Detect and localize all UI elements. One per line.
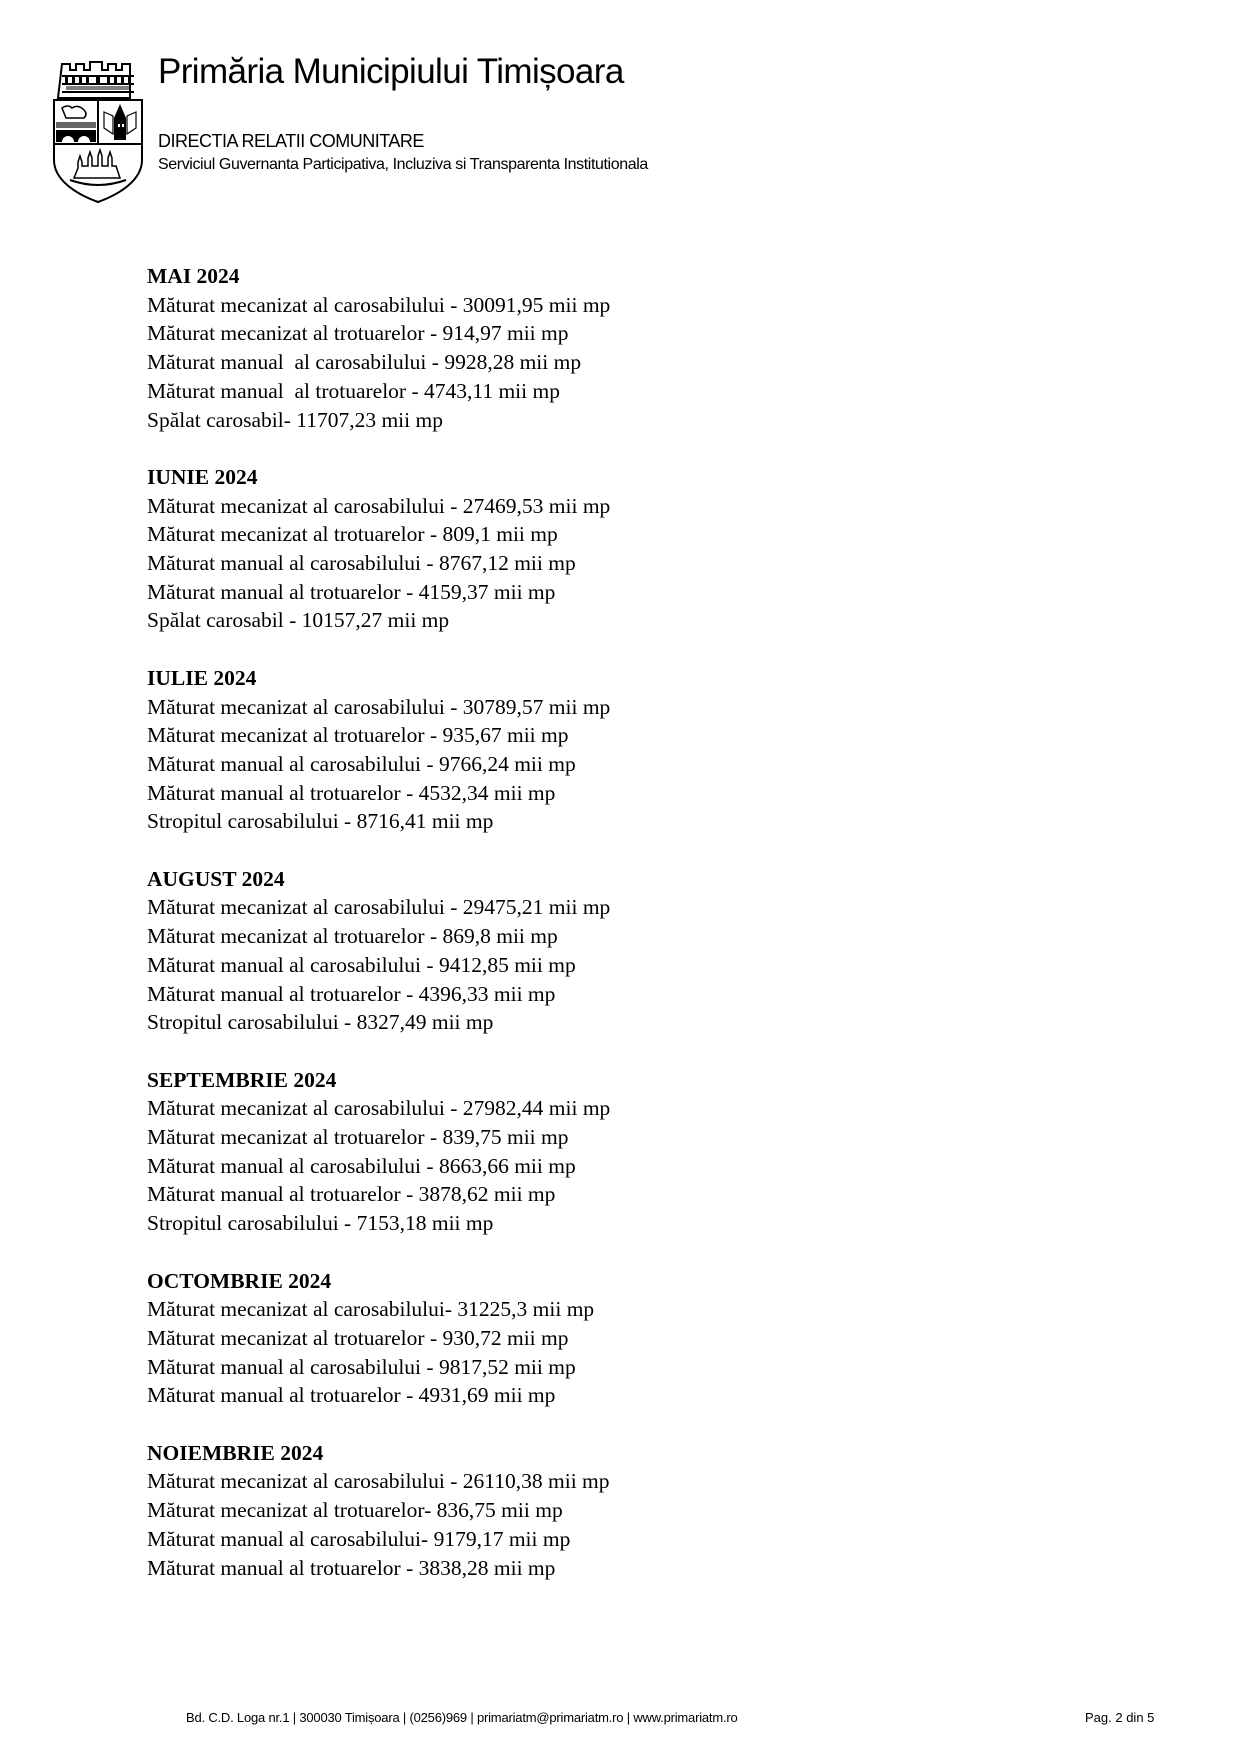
entry: Măturat manual al carosabilului - 9766,24 mii mp	[147, 751, 576, 776]
entry: Măturat manual al trotuarelor - 4159,37 mii mp	[147, 579, 556, 604]
entry: Spălat carosabil - 10157,27 mii mp	[147, 608, 450, 633]
month-section-iulie	[147, 664, 610, 836]
entry: Măturat mecanizat al trotuarelor - 930,72 mii mp	[147, 1325, 569, 1350]
section-title: IULIE 2024	[147, 665, 257, 690]
entry: Măturat manual al carosabilului - 9412,85 mii mp	[147, 952, 576, 977]
entry: Măturat mecanizat al trotuarelor - 869,8 mii mp	[147, 924, 558, 949]
month-section-octombrie	[147, 1267, 610, 1411]
entry: Spălat carosabil- 11707,23 mii mp	[147, 407, 443, 432]
entry: Măturat manual al carosabilului- 9179,17 mii mp	[147, 1526, 571, 1551]
entry: Măturat mecanizat al trotuarelor - 935,67 mii mp	[147, 723, 569, 748]
entry: Stropitul carosabilului - 8716,41 mii mp	[147, 809, 494, 834]
footer-address: Bd. C.D. Loga nr.1 | 300030 Timișoara | (0256)969 | primariatm@primariatm.ro | www.primariatm.ro	[186, 1710, 738, 1725]
entry: Măturat manual al trotuarelor - 3878,62 mii mp	[147, 1182, 556, 1207]
month-section-noiembrie	[147, 1439, 610, 1583]
month-section-mai	[147, 262, 610, 434]
section-title: IUNIE 2024	[147, 464, 258, 489]
entry: Măturat mecanizat al trotuarelor - 914,97 mii mp	[147, 321, 569, 346]
entry: Măturat manual al carosabilului - 9817,52 mii mp	[147, 1354, 576, 1379]
entry: Măturat manual al trotuarelor - 4396,33 mii mp	[147, 981, 556, 1006]
entry: Măturat manual al carosabilului - 8663,66 mii mp	[147, 1153, 576, 1178]
entry: Măturat mecanizat al carosabilului - 29475,21 mii mp	[147, 895, 611, 920]
entry: Măturat manual al trotuarelor - 4931,69 mii mp	[147, 1383, 556, 1408]
month-section-august	[147, 865, 610, 1037]
section-title: OCTOMBRIE 2024	[147, 1268, 332, 1293]
section-title: MAI 2024	[147, 264, 240, 288]
entry: Măturat mecanizat al carosabilului - 27982,44 mii mp	[147, 1096, 611, 1121]
section-title: AUGUST 2024	[147, 866, 285, 891]
entry: Măturat manual al carosabilului - 9928,28 mii mp	[147, 350, 582, 375]
entry: Măturat mecanizat al trotuarelor - 839,75 mii mp	[147, 1125, 569, 1150]
entry: Măturat mecanizat al carosabilului - 26110,38 mii mp	[147, 1469, 610, 1494]
month-section-iunie	[147, 463, 610, 635]
entry: Măturat manual al trotuarelor - 4743,11 mii mp	[147, 378, 560, 403]
entry: Măturat manual al trotuarelor - 3838,28 mii mp	[147, 1555, 556, 1580]
entry: Măturat mecanizat al carosabilului - 30091,95 mii mp	[147, 292, 611, 317]
report-content	[147, 262, 610, 1611]
timisoara-coat-of-arms-icon	[52, 56, 144, 204]
department-name: DIRECTIA RELATII COMUNITARE	[158, 131, 424, 151]
entry: Măturat manual al carosabilului - 8767,12 mii mp	[147, 551, 576, 576]
entry: Măturat mecanizat al carosabilului- 31225,3 mii mp	[147, 1297, 595, 1322]
entry: Măturat mecanizat al carosabilului - 27469,53 mii mp	[147, 493, 611, 518]
section-title: NOIEMBRIE 2024	[147, 1440, 324, 1465]
page-number: Pag. 2 din 5	[1085, 1710, 1155, 1725]
entry: Măturat manual al trotuarelor - 4532,34 mii mp	[147, 780, 556, 805]
month-section-septembrie	[147, 1066, 610, 1238]
entry: Măturat mecanizat al carosabilului - 30789,57 mii mp	[147, 694, 611, 719]
entry: Stropitul carosabilului - 8327,49 mii mp	[147, 1010, 494, 1035]
entry: Măturat mecanizat al trotuarelor - 809,1 mii mp	[147, 522, 558, 547]
entry: Stropitul carosabilului - 7153,18 mii mp	[147, 1211, 494, 1236]
institution-title: Primăria Municipiului Timișoara	[158, 52, 624, 91]
service-name: Serviciul Guvernanta Participativa, Incluziva si Transparenta Institutionala	[158, 156, 648, 173]
entry: Măturat mecanizat al trotuarelor- 836,75 mii mp	[147, 1498, 563, 1523]
section-title: SEPTEMBRIE 2024	[147, 1067, 337, 1092]
